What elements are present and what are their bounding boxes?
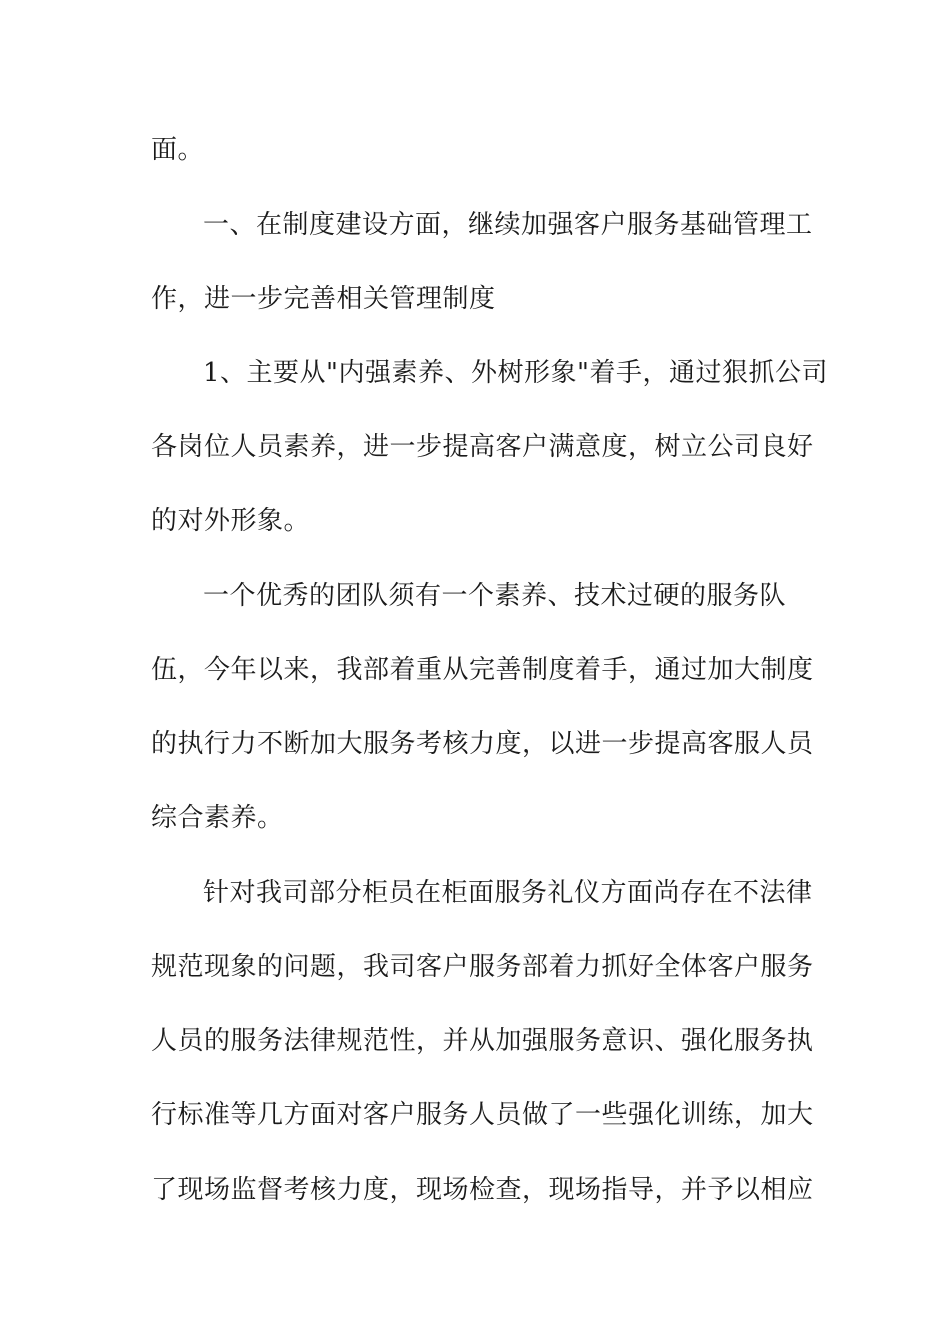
text-line-7: 一个优秀的团队须有一个素养、技术过硬的服务队 <box>203 581 787 611</box>
text-line-9: 的执行力不断加大服务考核力度，以进一步提高客服人员 <box>151 729 814 759</box>
text-line-15: 了现场监督考核力度，现场检查，现场指导，并予以相应 <box>151 1175 814 1205</box>
text-line-13: 人员的服务法律规范性，并从加强服务意识、强化服务执 <box>151 1026 814 1056</box>
section-heading-line-1: 一、在制度建设方面，继续加强客户服务基础管理工 <box>203 210 813 240</box>
text-line-14: 行标准等几方面对客户服务人员做了一些强化训练，加大 <box>151 1100 814 1130</box>
text-line-10: 综合素养。 <box>151 803 284 833</box>
text-line-12: 规范现象的问题，我司客户服务部着力抓好全体客户服务 <box>151 952 814 982</box>
section-heading-line-2: 作，进一步完善相关管理制度 <box>151 284 496 314</box>
text-line-11: 针对我司部分柜员在柜面服务礼仪方面尚存在不法律 <box>203 878 813 908</box>
text-line-1: 面。 <box>151 135 205 165</box>
text-line-8: 伍，今年以来，我部着重从完善制度着手，通过加大制度 <box>151 655 814 685</box>
text-line-6: 的对外形象。 <box>151 506 311 536</box>
text-line-5: 各岗位人员素养，进一步提高客户满意度，树立公司良好 <box>151 432 814 462</box>
text-line-4: 1、主要从"内强素养、外树形象"着手，通过狠抓公司 <box>203 358 828 388</box>
